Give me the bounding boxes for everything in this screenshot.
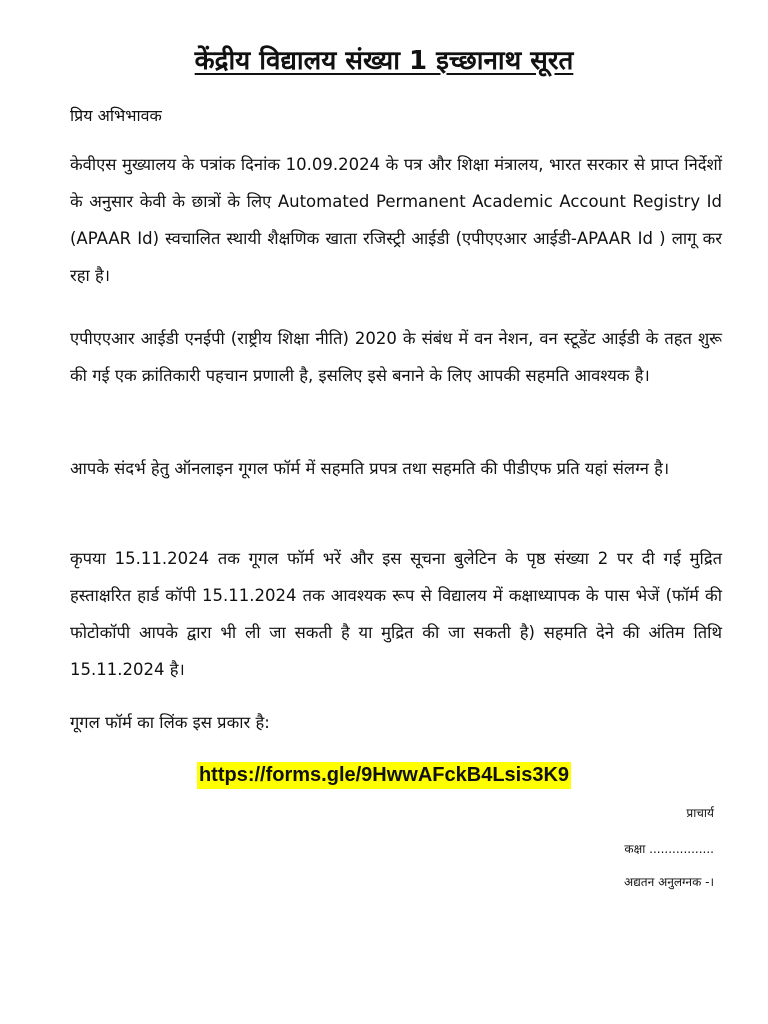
link-intro: गूगल फॉर्म का लिंक इस प्रकार है: xyxy=(70,713,270,732)
paragraph-nep-context: एपीएएआर आईडी एनईपी (राष्ट्रीय शिक्षा नीति) 2020 के संबंध में वन नेशन, वन स्टूडेंट आईडी के तहत शुरू की गई एक क्रांतिकारी पहचान प्रणाली है, इसलिए इसे बनाने के लिए आपकी सहमति आवश्यक है। xyxy=(70,329,722,385)
school-title-text: केंद्रीय विद्यालय संख्या 1 इच्छानाथ सूरत xyxy=(194,46,574,76)
salutation: प्रिय अभिभावक xyxy=(70,106,162,125)
signature-principal: प्राचार्य xyxy=(686,806,714,820)
paragraph-apaar-intro: केवीएस मुख्यालय के पत्रांक दिनांक 10.09.2024 के पत्र और शिक्षा मंत्रालय, भारत सरकार से प्राप्त निर्देशों के अनुसार केवी के छात्रों के लिए Automated Permanent Academic Account Registry Id (APAAR Id) स्वचालित स्थायी शैक्षणिक खाता रजिस्ट्री आईडी (एपीएएआर आईडी-APAAR Id ) लागू कर रहा है। xyxy=(70,155,722,285)
google-form-link[interactable]: https://forms.gle/9HwwAFckB4Lsis3K9 xyxy=(197,762,571,789)
signature-class-line: कक्षा ................. xyxy=(624,842,714,856)
paragraph-deadline: कृपया 15.11.2024 तक गूगल फॉर्म भरें और इस सूचना बुलेटिन के पृष्ठ संख्या 2 पर दी गई मुद्रित हस्ताक्षरित हार्ड कॉपी 15.11.2024 तक आवश्यक रूप से विद्यालय में कक्षाध्यापक के पास भेजें (फॉर्म की फोटोकॉपी आपके द्वारा भी ली जा सकती है या मुद्रित की जा सकती है) सहमति देने की अंतिम तिथि 15.11.2024 है। xyxy=(70,549,722,679)
paragraph-consent-form: आपके संदर्भ हेतु ऑनलाइन गूगल फॉर्म में सहमति प्रपत्र तथा सहमति की पीडीएफ प्रति यहां संलग्न है। xyxy=(70,459,670,478)
school-title xyxy=(0,46,768,77)
signature-teacher: अद्यतन अनुलग्नक -। xyxy=(624,875,714,889)
link-row xyxy=(0,762,768,789)
